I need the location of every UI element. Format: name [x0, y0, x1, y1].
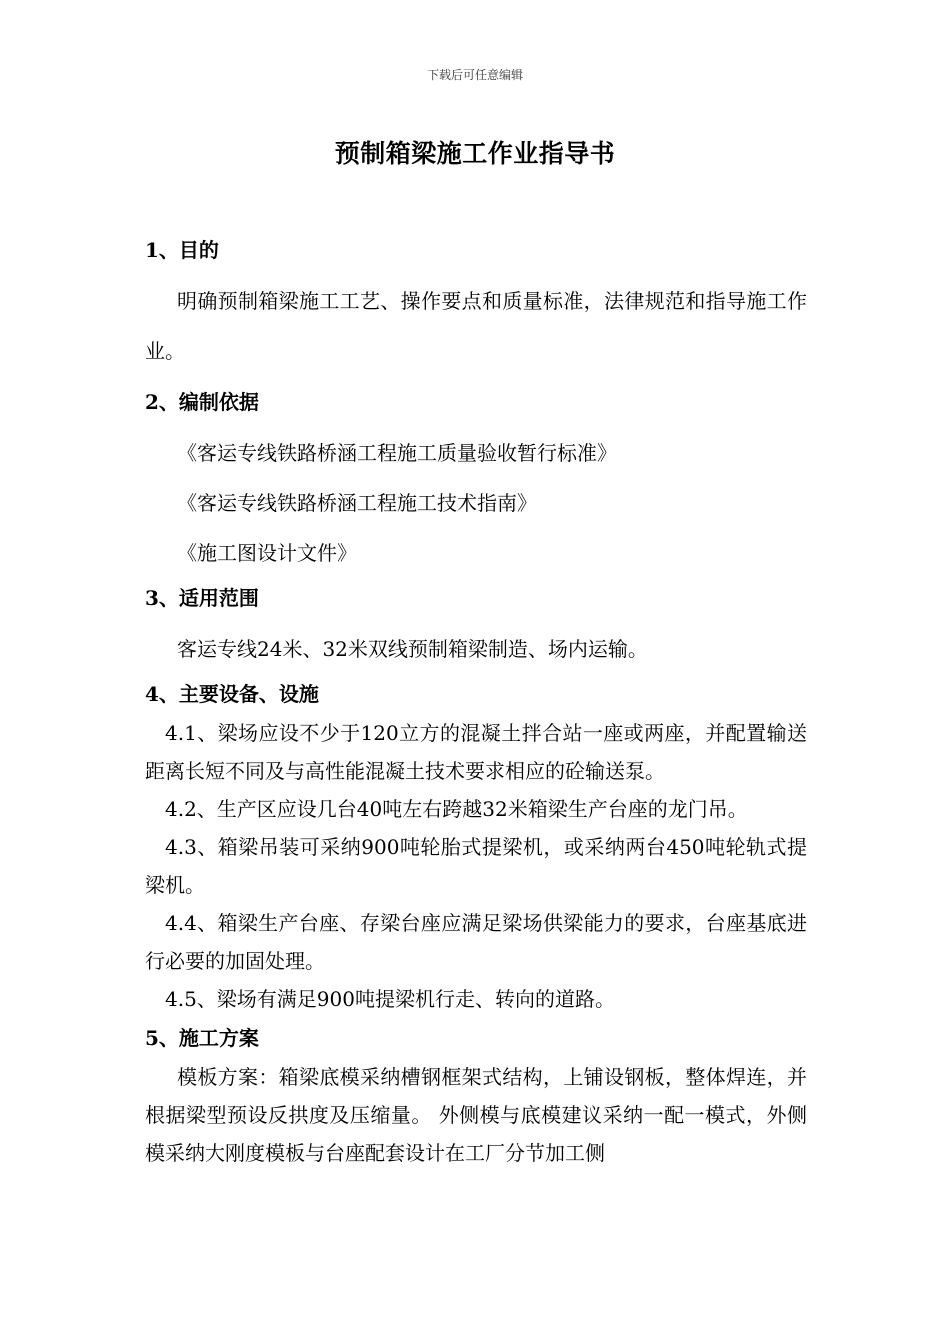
header-note: 下载后可任意编辑 — [426, 68, 523, 82]
section-body-scope: 客运专线24米、32米双线预制箱梁制造、场内运输。 — [177, 637, 648, 661]
reference-item: 《客运专线铁路桥涵工程施工质量验收暂行标准》 — [177, 441, 617, 465]
equipment-item: 4.1、梁场应设不少于120立方的混凝土拌合站一座或两座，并配置输送距离长短不同及与高性能混凝土技术要求相应的砼输送泵。 — [145, 721, 807, 783]
section-heading-scope: 3、适用范围 — [145, 586, 259, 610]
section-heading-plan: 5、施工方案 — [145, 1026, 259, 1050]
equipment-item: 4.3、箱梁吊装可采纳900吨轮胎式提梁机，或采纳两台450吨轮轨式提梁机。 — [145, 835, 807, 897]
section-body-plan: 模板方案：箱梁底模采纳槽钢框架式结构，上铺设钢板，整体焊连，并根据梁型预设反拱度及压缩量。 外侧模与底模建议采纳一配一模式，外侧模采纳大刚度模板与台座配套设计在工厂分节加工侧 — [145, 1065, 807, 1165]
equipment-item: 4.5、梁场有满足900吨提梁机行走、转向的道路。 — [165, 987, 615, 1011]
equipment-item: 4.4、箱梁生产台座、存梁台座应满足梁场供梁能力的要求，台座基底进行必要的加固处理。 — [145, 911, 807, 973]
reference-item: 《客运专线铁路桥涵工程施工技术指南》 — [177, 491, 537, 515]
section-body-purpose: 明确预制箱梁施工工艺、操作要点和质量标准，法律规范和指导施工作业。 — [145, 289, 807, 363]
document-title: 预制箱梁施工作业指导书 — [334, 139, 616, 168]
document-body — [145, 230, 807, 1172]
reference-item: 《施工图设计文件》 — [177, 541, 357, 565]
section-heading-basis: 2、编制依据 — [145, 390, 259, 414]
section-heading-equipment: 4、主要设备、设施 — [145, 682, 319, 706]
equipment-item: 4.2、生产区应设几台40吨左右跨越32米箱梁生产台座的龙门吊。 — [165, 797, 748, 821]
section-heading-purpose: 1、目的 — [145, 238, 219, 262]
